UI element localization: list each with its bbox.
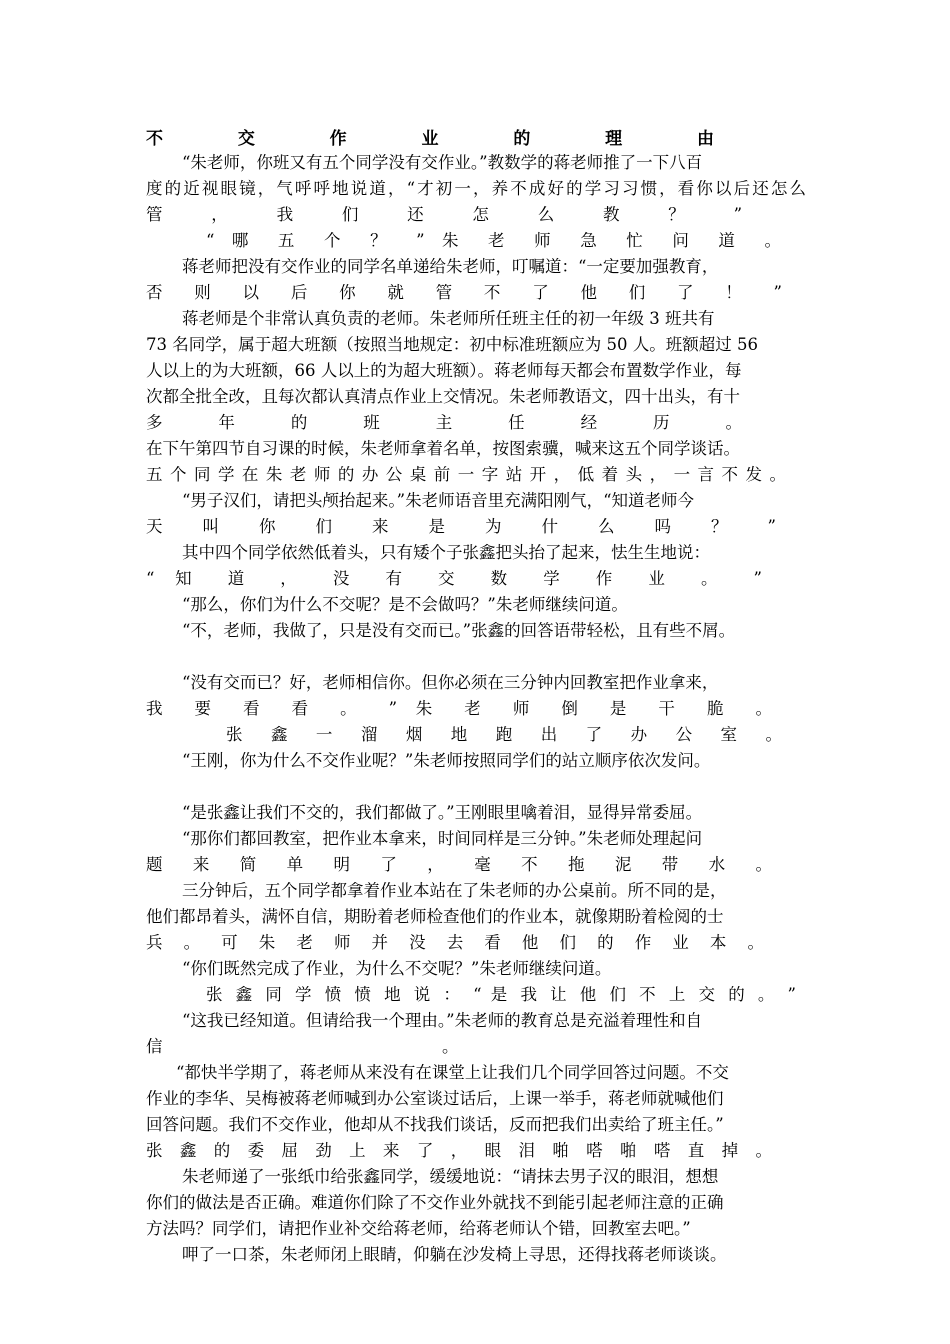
paragraph-line: 我 要 看 看 。 ” 朱 老 师 倒 是 干 脆 。 <box>146 699 772 718</box>
paragraph-line: 兵 。 可 朱 老 师 并 没 去 看 他 们 的 作 业 本 。 <box>146 933 764 952</box>
blank-line <box>146 774 806 800</box>
paragraph-line: 蒋老师把没有交作业的同学名单递给朱老师，叮嘱道：“一定要加强教育， <box>182 257 719 276</box>
paragraph-line: 三分钟后，五个同学都拿着作业本站在了朱老师的办公桌前。所不同的是， <box>182 881 727 900</box>
paragraph-line: 张 鑫 同 学 愤 愤 地 说 ： “ 是 我 让 他 们 不 上 交 的 。 ” <box>206 985 796 1004</box>
paragraph-line: 73 名同学，属于超大班额（按照当地规定：初中标准班额应为 50 人。班额超过 56 <box>146 335 758 354</box>
paragraph-line: 他们都昂着头，满怀自信，期盼着老师检查他们的作业本，就像期盼着检阅的士 <box>146 907 724 926</box>
paragraph-line: “那么，你们为什么不交呢？是不会做吗？”朱老师继续问道。 <box>182 595 628 614</box>
paragraph-line: 朱老师递了一张纸巾给张鑫同学，缓缓地说：“请抹去男子汉的眼泪，想想 <box>182 1167 719 1186</box>
paragraph-line: 方法吗？同学们，请把作业补交给蒋老师，给蒋老师认个错，回教室去吧。” <box>146 1219 691 1238</box>
paragraph-line: 五 个 同 学 在 朱 老 师 的 办 公 桌 前 一 字 站 开 ， 低 着 头 ， 一 言 不 发 。 <box>146 465 786 484</box>
title-char: 作 <box>329 129 347 149</box>
document-page <box>146 128 806 1268</box>
line-fragment: 。 <box>442 1037 459 1056</box>
paragraph-line: 作业的李华、吴梅被蒋老师喊到办公室谈过话后，上课一举手，蒋老师就喊他们 <box>146 1089 724 1108</box>
paragraph-line: 多 年 的 班 主 任 经 历 。 <box>146 413 742 432</box>
title-char: 交 <box>237 129 255 149</box>
paragraph-line: 其中四个同学依然低着头，只有矮个子张鑫把头抬了起来，怯生生地说： <box>182 543 710 562</box>
title-char: 由 <box>696 129 714 149</box>
paragraph-line: “男子汉们，请把头颅抬起来。”朱老师语音里充满阳刚气，“知道老师今 <box>182 491 695 510</box>
blank-line <box>146 644 806 670</box>
paragraph-line: “ 知 道 ， 没 有 交 数 学 作 业 。 ” <box>146 569 762 588</box>
paragraph-line: “王刚，你为什么不交作业呢？”朱老师按照同学们的站立顺序依次发问。 <box>182 751 711 770</box>
title-char: 理 <box>605 129 623 149</box>
title-char: 的 <box>513 129 531 149</box>
paragraph-line: “ 哪 五 个 ？ ” 朱 老 师 急 忙 问 道 。 <box>206 231 781 250</box>
paragraph-line: 回答问题。我们不交作业，他却从不找我们谈话，反而把我们出卖给了班主任。” <box>146 1115 724 1134</box>
paragraph-line: 管 ， 我 们 还 怎 么 教 ？ ” <box>146 205 742 224</box>
paragraph-line: 呷了一口茶，朱老师闭上眼睛，仰躺在沙发椅上寻思，还得找蒋老师谈谈。 <box>182 1245 727 1264</box>
article-title <box>146 128 714 150</box>
line-fragment: 信 <box>146 1037 163 1056</box>
paragraph-line: 蒋老师是个非常认真负责的老师。朱老师所任班主任的初一年级 3 班共有 <box>182 309 715 328</box>
paragraph-line <box>146 1034 806 1060</box>
paragraph-line: 张 鑫 一 溜 烟 地 跑 出 了 办 公 室 。 <box>226 725 782 744</box>
paragraph-line: 否 则 以 后 你 就 管 不 了 他 们 了 ！ ” <box>146 283 782 302</box>
title-char: 业 <box>421 129 439 149</box>
paragraph-line: “是张鑫让我们不交的，我们都做了。”王刚眼里噙着泪，显得异常委屈。 <box>182 803 703 822</box>
paragraph-line: 次都全批全改，且每次都认真清点作业上交情况。朱老师教语文，四十出头，有十 <box>146 387 740 406</box>
paragraph-line: 题 来 简 单 明 了 ， 毫 不 拖 泥 带 水 。 <box>146 855 772 874</box>
paragraph-line: “不，老师，我做了，只是没有交而已。”张鑫的回答语带轻松，且有些不屑。 <box>182 621 736 640</box>
title-char: 不 <box>146 129 163 149</box>
paragraph-line: “朱老师，你班又有五个同学没有交作业。”教数学的蒋老师推了一下八百 <box>182 153 703 172</box>
paragraph-line: “没有交而已？好，老师相信你。但你必须在三分钟内回教室把作业拿来， <box>182 673 719 692</box>
paragraph-line: “这我已经知道。但请给我一个理由。”朱老师的教育总是充溢着理性和自 <box>182 1011 703 1030</box>
paragraph-line: 天 叫 你 们 来 是 为 什 么 吗 ？ ” <box>146 517 776 536</box>
paragraph-line: 在下午第四节自习课的时候，朱老师拿着名单，按图索骥，喊来这五个同学谈话。 <box>146 439 740 458</box>
paragraph-line: 人以上的为大班额，66 人以上的为超大班额）。蒋老师每天都会布置数学作业，每 <box>146 361 742 380</box>
paragraph-line: “那你们都回教室，把作业本拿来，时间同样是三分钟。”朱老师处理起问 <box>182 829 703 848</box>
paragraph-line: 你们的做法是否正确。难道你们除了不交作业外就找不到能引起老师注意的正确 <box>146 1193 724 1212</box>
paragraph-line: “都快半学期了，蒋老师从来没有在课堂上让我们几个同学回答过问题。不交 <box>176 1063 729 1082</box>
paragraph-line: 度的近视眼镜，气呼呼地说道，“才初一，养不成好的学习习惯，看你以后还怎么 <box>146 179 806 198</box>
paragraph-line: 张 鑫 的 委 屈 劲 上 来 了 ， 眼 泪 啪 嗒 啪 嗒 直 掉 。 <box>146 1141 772 1160</box>
paragraph-line: “你们既然完成了作业，为什么不交呢？”朱老师继续问道。 <box>182 959 612 978</box>
